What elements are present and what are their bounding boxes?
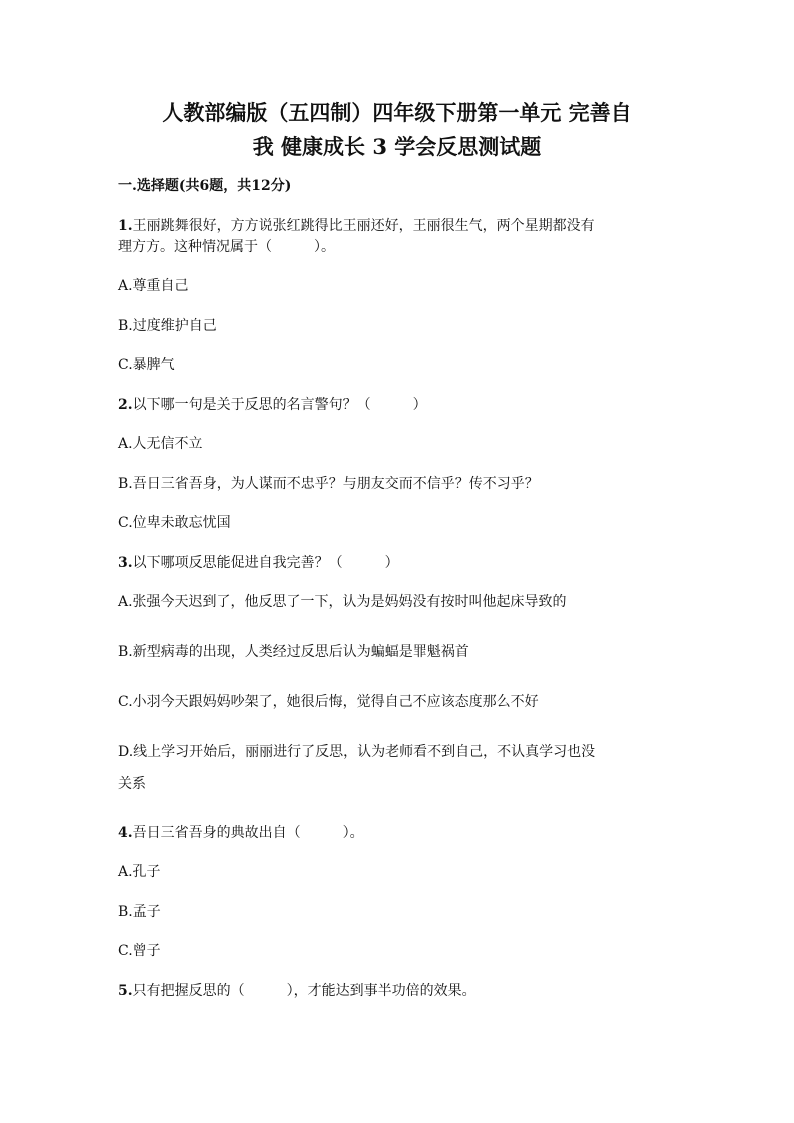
- option-3b: B.新型病毒的出现，人类经过反思后认为蝙蝠是罪魁祸首: [118, 644, 469, 660]
- option-2a: A.人无信不立: [118, 436, 203, 452]
- section-heading: 一.选择题(共6题，共12分): [118, 178, 292, 194]
- option-3d: D.线上学习开始后，丽丽进行了反思，认为老师看不到自己，不认真学习也没: [118, 744, 596, 760]
- option-1c: C.暴脾气: [118, 357, 175, 373]
- option-1a: A.尊重自己: [118, 278, 189, 294]
- option-4c: C.曾子: [118, 943, 161, 959]
- question-text: 王丽跳舞很好，方方说张红跳得比王丽还好，王丽很生气，两个星期都没有: [132, 218, 595, 234]
- title-line-1: 人教部编版（五四制）四年级下册第一单元 完善自: [162, 100, 632, 125]
- title-line-2: 我 健康成长 3 学会反思测试题: [252, 134, 542, 159]
- question-1-continued: 理方方。这种情况属于（ ）。: [118, 239, 335, 255]
- question-number: 5.: [118, 983, 133, 999]
- document-title: [100, 96, 694, 164]
- question-text: 吾日三省吾身的典故出自（ ）。: [132, 825, 364, 841]
- question-number: 1.: [118, 218, 133, 234]
- option-2c: C.位卑未敢忘忧国: [118, 515, 231, 531]
- question-text: 以下哪项反思能促进自我完善？（ ）: [132, 555, 399, 571]
- question-text: 以下哪一句是关于反思的名言警句？（ ）: [132, 397, 427, 413]
- question-number: 4.: [118, 825, 133, 841]
- question-5: [118, 981, 678, 1001]
- option-3d-continued: 关系: [118, 776, 146, 792]
- option-4b: B.孟子: [118, 904, 161, 920]
- option-3c: C.小羽今天跟妈妈吵架了，她很后悔，觉得自己不应该态度那么不好: [118, 694, 539, 710]
- question-4: [118, 823, 678, 843]
- option-4a: A.孔子: [118, 864, 161, 880]
- question-2: [118, 395, 678, 415]
- question-number: 3.: [118, 555, 133, 571]
- option-2b: B.吾日三省吾身，为人谋而不忠乎？与朋友交而不信乎？传不习乎？: [118, 476, 539, 492]
- option-1b: B.过度维护自己: [118, 318, 217, 334]
- question-3: [118, 553, 678, 573]
- option-3a: A.张强今天迟到了，他反思了一下，认为是妈妈没有按时叫他起床导致的: [118, 594, 567, 610]
- question-number: 2.: [118, 397, 133, 413]
- question-1: [118, 216, 678, 236]
- question-text: 只有把握反思的（ ），才能达到事半功倍的效果。: [132, 983, 476, 999]
